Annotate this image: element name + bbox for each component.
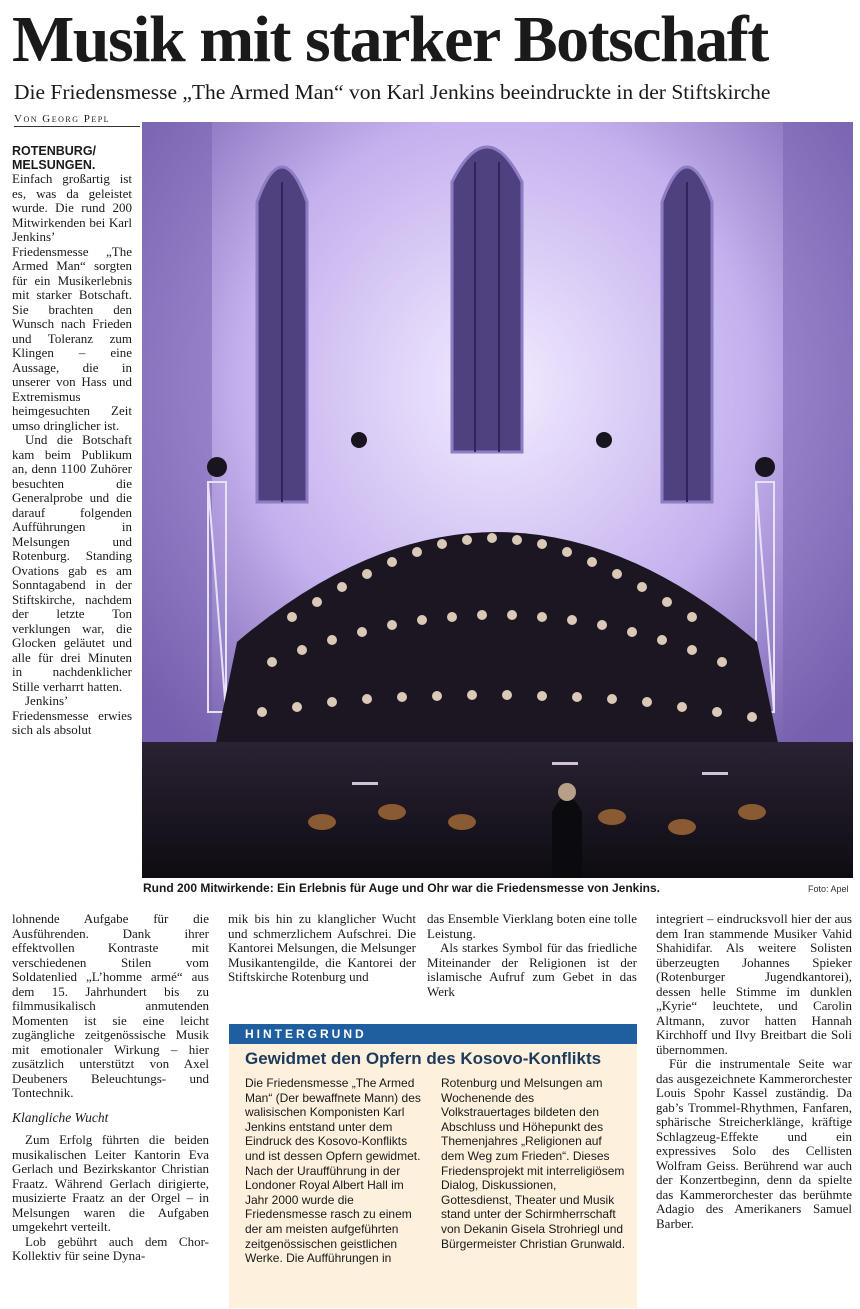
box-paragraph: Die Friedensmesse „The Armed Man“ (Der bewaffnete Mann) des walisischen Komponisten Karl Jenkins entstand unter dem Eindruck des Kosovo-Konflikts und ist dessen Opfern gewidmet. Nach der Uraufführung in der Londoner Royal Albert Hall im Jahr 2000 wurde die Friedensmesse rasch zu einem der am meisten aufgeführten zeitgenössischen geistlichen Werke. Die Aufführungen in bbox=[245, 1076, 421, 1266]
article-column-3 bbox=[427, 912, 637, 999]
paragraph: Und die Botschaft kam beim Publikum an, denn 1100 Zuhörer besuchten die Generalprobe und die darauf folgenden Aufführungen in Melsungen und Rotenburg. Standing Ovations gab es am Sonntagabend in der Stiftskirche, nachdem der letzte Ton verklungen war, die Glocken geläutet und alle für drei Minuten in nachdenklicher Stille verharrt hatten. bbox=[12, 432, 132, 694]
article-column-2 bbox=[228, 912, 416, 985]
byline: Von Georg Pepl bbox=[14, 113, 140, 127]
subheadline: Die Friedensmesse „The Armed Man“ von Karl Jenkins beeindruckte in der Stiftskirche bbox=[14, 80, 771, 104]
paragraph: Für die instrumentale Seite war das ausgezeichnete Kammerorchester Louis Spohr Kassel zuständig. Da gab’s Trommel-Rhythmen, Fanfaren, sphärische Streicherklänge, kräftige Schlagzeug-Effekte und ein expressives Solo des Cellisten Wolfram Geiss. Berührend war auch der Konzertbeginn, denn da spielte das Kammerorchester das berühmte Adagio des Amerikaners Samuel Barber. bbox=[656, 1056, 852, 1231]
box-paragraph: Rotenburg und Melsungen am Wochenende des Volkstrauertages bildeten den Abschluss und Höhepunkt des Themenjahres „Religionen auf dem Weg zum Frieden“. Dieses Friedensprojekt mit interreligiösem Dialog, Diskussionen, Gottesdienst, Theater und Musik stand unter der Schirmherrschaft von Dekanin Gisela Strohriegl und Bürgermeister Christian Grunwald. bbox=[441, 1076, 626, 1251]
paragraph: lohnende Aufgabe für die Ausführenden. Dank ihrer effektvollen Kontraste mit verschiedenen Stilen vom Soldatenlied „L’homme armé“ aus dem 15. Jahrhundert bis zu filmmusikalisch anmutenden Momenten ist sie eine leicht zugängliche zeitgenössische Musik mit emotionaler Wirkung – hier zusätzlich unterstützt von Axel Deubeners Beleuchtungs- und Tontechnik. bbox=[12, 911, 209, 1100]
headline: Musik mit starker Botschaft bbox=[12, 3, 768, 76]
paragraph: integriert – eindrucksvoll hier der aus dem Iran stammende Musiker Vahid Shahidifar. Als weitere Solisten überzeugten Johannes Spieker (Rotenburger Jugendkantorei), dessen helle Stimme im dunklen „Kyrie“ leuchtete, und Carolin Altmann, zuvor hatten Hannah Kirchhoff und Ilvy Breitbart die Soli übernommen. bbox=[656, 911, 852, 1057]
box-column-2 bbox=[441, 1076, 626, 1251]
paragraph: das Ensemble Vierklang boten eine tolle Leistung. bbox=[427, 911, 637, 941]
background-info-box bbox=[229, 1024, 637, 1308]
box-title: Gewidmet den Opfern des Kosovo-Konflikts bbox=[245, 1049, 602, 1068]
photo-caption: Rund 200 Mitwirkende: Ein Erlebnis für Auge und Ohr war die Friedensmesse von Jenkins. bbox=[143, 881, 661, 895]
paragraph: Lob gebührt auch dem Chor-Kollektiv für seine Dyna- bbox=[12, 1233, 209, 1263]
paragraph: Als starkes Symbol für das friedliche Miteinander der Religionen ist der islamische Aufruf zum Gebet in das Werk bbox=[427, 940, 637, 999]
photo-credit: Foto: Apel bbox=[808, 884, 849, 894]
section-subheading: Klangliche Wucht bbox=[12, 1109, 109, 1125]
paragraph: mik bis hin zu klanglicher Wucht und schmerzlichem Aufschrei. Die Kantorei Melsungen, die Melsunger Musikantengilde, die Kantorei der Stiftskirche Rotenburg und bbox=[228, 911, 416, 984]
article-column-1-bottom bbox=[12, 912, 209, 1264]
dateline: ROTENBURG/ MELSUNGEN. bbox=[12, 144, 97, 172]
article-column-4 bbox=[656, 912, 852, 1231]
paragraph: Einfach großartig ist es, was da geleistet wurde. Die rund 200 Mitwirkenden bei Karl Jenkins’ Friedensmesse „The Armed Man“ sorgten für ein Musikerlebnis mit starker Botschaft. Sie brachten den Wunsch nach Frieden und Toleranz zum Klingen – eine Aussage, die in unserer von Hass und Extremismus heimgesuchten Zeit umso dringlicher ist. bbox=[12, 171, 132, 433]
box-label: HINTERGRUND bbox=[229, 1024, 637, 1044]
article-column-1-top bbox=[12, 144, 132, 738]
paragraph: Zum Erfolg führten die beiden musikalischen Leiter Kantorin Eva Gerlach und Bezirkskantor Christian Fraatz. Während Gerlach dirigierte, musizierte Fraatz an der Orgel – in Melsungen waren die Aufgaben umgekehrt verteilt. bbox=[12, 1132, 209, 1234]
paragraph: Jenkins’ Friedensmesse erwies sich als absolut bbox=[12, 693, 132, 737]
box-column-1 bbox=[245, 1076, 425, 1266]
concert-photo bbox=[142, 122, 853, 878]
